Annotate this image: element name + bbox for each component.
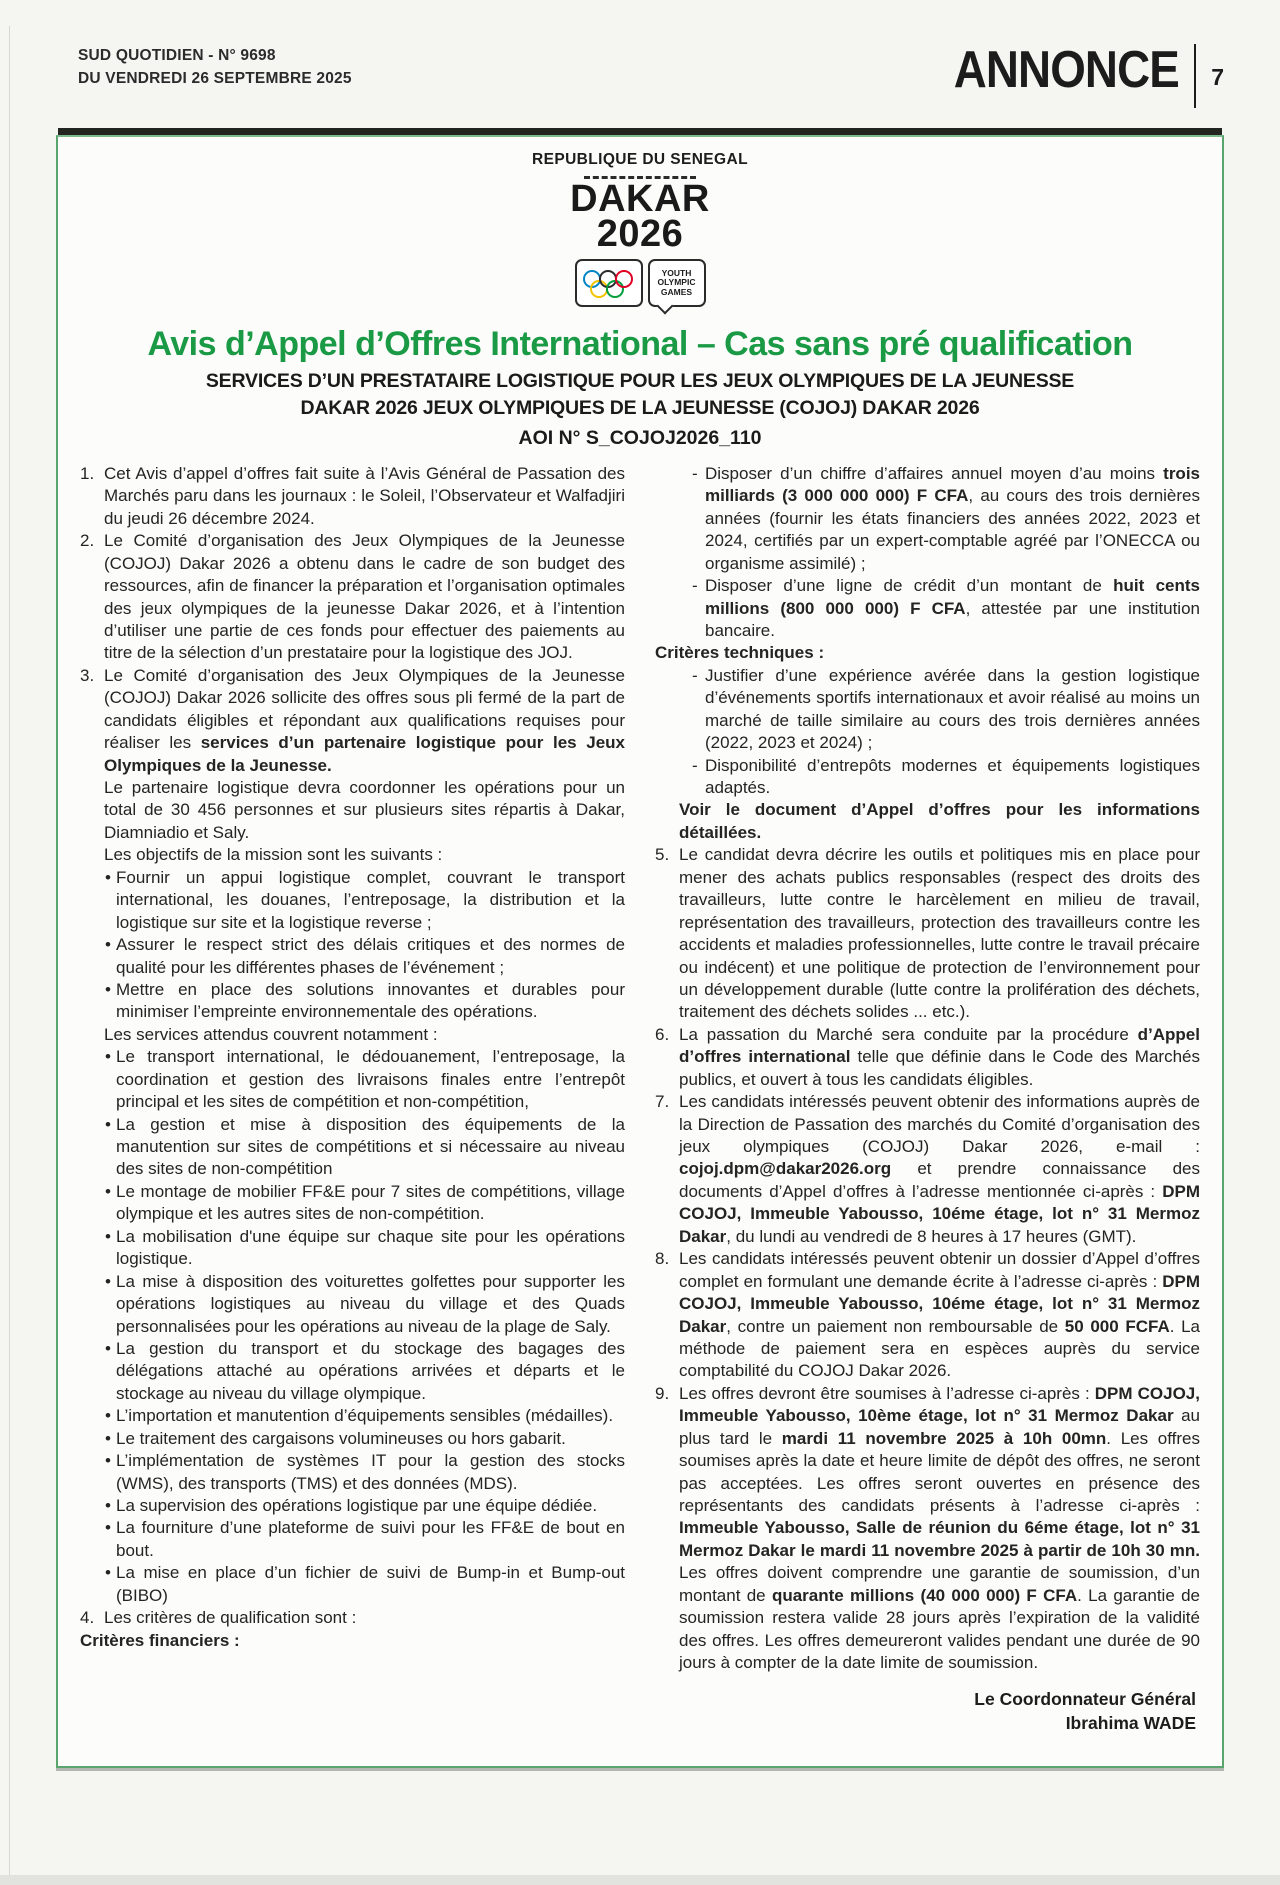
list-marker: - — [692, 755, 698, 775]
bold-text-segment: 50 000 FCFA — [1064, 1316, 1170, 1336]
notice-subtitle-2: DAKAR 2026 JEUX OLYMPIQUES DE LA JEUNESSE (COJOJ) DAKAR 2026 — [300, 396, 980, 419]
list-marker: • — [105, 1518, 111, 1538]
text-segment: Le montage de mobilier FF&E pour 7 sites de compétitions, village olympique et les autres sites de non-compétition. — [116, 1181, 625, 1224]
paragraph — [80, 844, 625, 866]
bullet-item — [80, 1405, 625, 1427]
text-segment: Le traitement des cargaisons volumineuses ou hors gabarit. — [116, 1428, 566, 1448]
list-marker: • — [105, 867, 111, 887]
bullet-item — [80, 979, 625, 1024]
bold-text-segment: trois milliards (3 000 000 000) F CFA — [705, 463, 1200, 506]
list-marker: • — [105, 1338, 111, 1358]
bullet-item — [80, 1450, 625, 1495]
bold-text-segment: Voir le document d’Appel d’offres pour les informations détaillées. — [679, 800, 1200, 842]
paragraph — [80, 1024, 625, 1046]
dash-item — [655, 665, 1200, 755]
bold-text-segment: services d’un partenaire logistique pour les Jeux Olympiques de la Jeunesse. — [104, 733, 625, 775]
numbered-item — [80, 530, 625, 665]
text-segment: L’implémentation de systèmes IT pour la gestion des stocks (WMS), des transports (TMS) et des données (MDS). — [116, 1451, 625, 1493]
bold-text-segment: d’Appel d’offres international — [679, 1024, 1200, 1067]
list-marker: 5. — [655, 845, 670, 865]
column-heading — [80, 1630, 625, 1652]
bullet-item — [80, 1046, 625, 1113]
bold-text-segment: mardi 11 novembre 2025 à 10h 00mn — [781, 1428, 1107, 1448]
dash-item — [655, 463, 1200, 575]
bold-text-segment: Critères techniques : — [655, 643, 825, 663]
youth-line: GAMES — [660, 286, 693, 297]
list-marker: • — [105, 1271, 111, 1291]
list-marker: • — [105, 1181, 111, 1201]
signature-block — [80, 1687, 1200, 1736]
youth-line: YOUTH — [661, 267, 692, 278]
text-segment: , contre un paiement non remboursable de — [726, 1316, 1065, 1336]
numbered-item — [655, 1024, 1200, 1091]
text-segment: Fournir un appui logistique complet, couvrant le transport international, les douanes, l’entreposage, la distribution et la logistique sur site et la logistique reverse ; — [116, 867, 625, 932]
bullet-item — [80, 1114, 625, 1181]
bold-text-segment: huit cents millions (800 000 000) F CFA — [705, 576, 1200, 618]
numbered-item — [655, 1091, 1200, 1248]
signature-name: Ibrahima WADE — [1065, 1713, 1196, 1734]
signature-title: Le Coordonnateur Général — [974, 1688, 1196, 1709]
list-marker: • — [105, 1496, 111, 1516]
list-marker: • — [105, 1406, 111, 1426]
text-segment: , du lundi au vendredi de 8 heures à 17 heures (GMT). — [726, 1226, 1137, 1246]
text-segment: au plus tard le — [679, 1406, 1200, 1448]
text-segment: Les objectifs de la mission sont les suivants : — [104, 845, 443, 865]
list-marker: 4. — [80, 1608, 95, 1628]
text-segment: . La méthode de paiement sera en espèces auprès du service comptabilité du COJOJ Dakar 2026. — [679, 1316, 1201, 1381]
olympic-rings-icon — [575, 259, 643, 307]
bullet-item — [80, 934, 625, 979]
bold-text-segment: DPM COJOJ, Immeuble Yabousso, 10ème étage, lot n° 31 Mermoz Dakar — [679, 1383, 1200, 1426]
text-segment: Les services attendus couvrent notamment : — [104, 1024, 438, 1044]
notice-title: Avis d’Appel d’Offres International – Cas sans pré qualification — [147, 324, 1133, 363]
numbered-item — [80, 463, 625, 530]
youth-olympic-games-badge — [648, 259, 706, 307]
list-marker: 3. — [80, 665, 95, 685]
text-segment: Assurer le respect strict des délais critiques et des normes de qualité pour les différentes phases de l’événement ; — [116, 935, 625, 977]
numbered-item — [655, 1383, 1200, 1675]
text-segment: Le candidat devra décrire les outils et politiques mis en place pour mener des achats publics responsables (respect des droits des travailleurs, lutte contre le harcèlement en milieu de travail, représentation des travailleurs, protection des travailleurs contre les accidents et maladies professionnelles, lutte contre le travail précaire ou indécent) et une politique de protection de l’environnement pour un développement durable (lutte contre la prolifération des déchets, traitement des déchets solides ... etc.). — [679, 845, 1200, 1022]
bullet-item — [80, 1428, 625, 1450]
newspaper-header — [0, 0, 1280, 108]
list-marker: • — [105, 1451, 111, 1471]
text-segment: Les offres devront être soumises à l’adresse ci-après : — [679, 1383, 1095, 1403]
tender-notice-box — [56, 135, 1224, 1768]
bold-paragraph — [655, 799, 1200, 844]
bullet-item — [80, 1562, 625, 1607]
text-segment: Cet Avis d’appel d’offres fait suite à l’Avis Général de Passation des Marchés paru dans les journaux : le Soleil, l’Observateur et Walfadjiri du jeudi 26 décembre 2024. — [104, 463, 625, 528]
notice-reference: AOI N° S_COJOJ2026_110 — [518, 426, 762, 449]
list-marker: 2. — [80, 531, 95, 551]
dash-item — [655, 575, 1200, 642]
page-bottom-strip — [0, 1875, 1280, 1885]
numbered-item — [655, 844, 1200, 1024]
text-segment: La mise en place d’un fichier de suivi de Bump-in et Bump-out (BIBO) — [116, 1563, 625, 1605]
list-marker: - — [692, 576, 698, 596]
bold-text-segment: DPM COJOJ, Immeuble Yabousso, 10éme étage, lot n° 31 Mermoz Dakar — [679, 1181, 1200, 1246]
bullet-item — [80, 867, 625, 934]
list-marker: 1. — [80, 463, 95, 483]
text-segment: La fourniture d’une plateforme de suivi pour les FF&E de bout en bout. — [116, 1518, 625, 1560]
bullet-item — [80, 1338, 625, 1405]
dash-item — [655, 755, 1200, 800]
list-marker: 6. — [655, 1024, 670, 1044]
text-segment: La mise à disposition des voiturettes golfettes pour supporter les opérations logistiques au niveau du village et des Quads personnalisées pour les opérations au niveau de la plage de Saly. — [116, 1271, 625, 1336]
list-marker: • — [105, 1563, 111, 1583]
olympic-ring-red — [615, 270, 633, 288]
list-marker: • — [105, 1047, 111, 1067]
list-marker: - — [692, 665, 698, 685]
bold-text-segment: DPM COJOJ, Immeuble Yabousso, 10éme étage, lot n° 31 Mermoz Dakar — [679, 1271, 1200, 1336]
text-segment: Disposer d’une ligne de crédit d’un montant de — [705, 576, 1114, 596]
page-number: 7 — [1211, 64, 1224, 90]
numbered-item — [655, 1248, 1200, 1383]
notice-subtitle-1: SERVICES D’UN PRESTATAIRE LOGISTIQUE POUR LES JEUX OLYMPIQUES DE LA JEUNESSE — [205, 369, 1075, 392]
list-marker: • — [105, 1226, 111, 1246]
list-marker: • — [105, 935, 111, 955]
masthead-info — [78, 44, 352, 91]
left-column — [80, 463, 625, 1675]
text-segment: Les offres doivent comprendre une garantie de soumission, d’un montant de — [679, 1563, 1200, 1605]
bullet-item — [80, 1226, 625, 1271]
bullet-item — [80, 1495, 625, 1517]
numbered-item — [80, 1607, 625, 1629]
text-segment: Disposer d’un chiffre d’affaires annuel moyen d’au moins — [705, 463, 1164, 483]
text-segment: , au cours des trois dernières années (fournir les états financiers des années 2022, 2023 et 2024, certifiés par un expert-comptable agréé par l’ONECCA ou organisme assimilé) ; — [705, 486, 1200, 573]
republic-heading: REPUBLIQUE DU SENEGAL — [532, 151, 748, 168]
dakar2026-logo-year: 2026 — [596, 212, 684, 255]
text-segment: Justifier d’une expérience avérée dans la gestion logistique d’événements sportifs internationaux et avoir réalisé au moins un marché de taille similaire au cours des trois dernières années (2022, 2023 et 2024) ; — [705, 665, 1200, 753]
bullet-item — [80, 1181, 625, 1226]
notice-body — [80, 463, 1200, 1675]
masthead-date: DU VENDREDI 26 SEPTEMBRE 2025 — [78, 70, 352, 88]
text-segment: Les candidats intéressés peuvent obtenir des informations auprès de la Direction de Passation des marchés du Comité d’organisation des jeux olympiques (COJOJ) Dakar 2026, e-mail : — [679, 1092, 1200, 1157]
text-segment: Le Comité d’organisation des Jeux Olympiques de la Jeunesse (COJOJ) Dakar 2026 a obtenu dans le cadre de son budget des ressources, afin de financer la préparation et l’organisation optimales des jeux olympiques de la jeunesse Dakar 2026, et à l’intention d’utiliser une partie de ces fonds pour effectuer des paiements au titre de la sélection d’un prestataire pour la logistique des JOJ. — [104, 531, 625, 663]
text-segment: . Les offres soumises après la date et heure limite de dépôt des offres, ne seront pas acceptées. Les offres seront ouvertes en présence des représentants des candidats présents à l’adresse ci-après : — [679, 1428, 1200, 1516]
text-segment: telle que définie dans le Code des Marchés publics, et ouvert à tous les candidats éligibles. — [679, 1047, 1200, 1089]
list-marker: • — [105, 1114, 111, 1134]
youth-line: OLYMPIC — [657, 277, 696, 288]
text-segment: La mobilisation d'une équipe sur chaque site pour les opérations logistique. — [116, 1226, 625, 1269]
bullet-item — [80, 1271, 625, 1338]
text-segment: Les critères de qualification sont : — [104, 1608, 357, 1628]
text-segment: La supervision des opérations logistique par une équipe dédiée. — [116, 1496, 598, 1516]
bold-text-segment: Critères financiers : — [80, 1630, 240, 1650]
list-marker: - — [692, 463, 698, 483]
list-marker: 7. — [655, 1092, 670, 1112]
text-segment: Le transport international, le dédouanement, l’entreposage, la coordination et gestion des livraisons finales entre l’entrepôt principal et les sites de compétition et non-compétition, — [116, 1047, 625, 1112]
list-marker: 8. — [655, 1249, 670, 1269]
dakar2026-logo-city: DAKAR — [570, 178, 710, 220]
section-header — [923, 41, 1224, 108]
list-marker: • — [105, 1428, 111, 1448]
paragraph — [80, 777, 625, 844]
bullet-item — [80, 1517, 625, 1562]
bold-text-segment: quarante millions (40 000 000) F CFA — [771, 1585, 1078, 1605]
text-segment: . La garantie de soumission restera valide 28 jours après l’expiration de la validité des offres. Les offres demeureront valides pendant une durée de 90 jours à compter de la date limite de soumission. — [679, 1585, 1200, 1673]
scan-edge-line — [9, 26, 10, 1885]
text-segment: La gestion et mise à disposition des équipements de la manutention sur sites de compétitions et si nécessaire au niveau des sites de non-compétition — [116, 1114, 625, 1179]
text-segment: Mettre en place des solutions innovantes et durables pour minimiser l’empreinte environnementale des opérations. — [116, 979, 625, 1022]
right-column — [655, 463, 1200, 1675]
text-segment: et prendre connaissance des documents d’Appel d’offres à l’adresse mentionnée ci-après : — [679, 1159, 1200, 1201]
list-marker: 9. — [655, 1383, 670, 1403]
text-segment: L’importation et manutention d’équipements sensibles (médailles). — [116, 1406, 614, 1426]
column-heading — [655, 642, 1200, 664]
text-segment: Le partenaire logistique devra coordonner les opérations pour un total de 30 456 personnes et sur plusieurs sites répartis à Dakar, Diamniadio et Saly. — [104, 778, 625, 842]
text-segment: , attestée par une institution bancaire. — [705, 598, 1200, 640]
header-divider — [1194, 44, 1196, 108]
text-segment: La passation du Marché sera conduite par la procédure — [679, 1024, 1138, 1044]
list-marker: • — [105, 979, 111, 999]
text-segment: Le Comité d’organisation des Jeux Olympiques de la Jeunesse (COJOJ) Dakar 2026 sollicite des offres sous pli fermé de la part de candidats éligibles et répondant aux qualifications requises pour réaliser les — [104, 665, 625, 753]
text-segment: Disponibilité d’entrepôts modernes et équipements logistiques adaptés. — [705, 755, 1200, 798]
dakar2026-logo-bubbles — [80, 259, 1200, 315]
bold-text-segment: Immeuble Yabousso, Salle de réunion du 6éme étage, lot n° 31 Mermoz Dakar le mardi 11 novembre 2025 à partir de 10h 30 mn. — [679, 1518, 1200, 1560]
top-separator-bar — [58, 128, 1222, 135]
section-label: ANNONCE — [954, 41, 1180, 99]
text-segment: La gestion du transport et du stockage des bagages des délégations attaché au opérations arrivées et départs et le stockage au niveau du village olympique. — [116, 1338, 625, 1403]
bold-text-segment: cojoj.dpm@dakar2026.org — [679, 1159, 892, 1179]
masthead-issue: SUD QUOTIDIEN - N° 9698 — [78, 47, 276, 64]
numbered-item — [80, 665, 625, 777]
text-segment: Les candidats intéressés peuvent obtenir un dossier d’Appel d’offres complet en formulant une demande écrite à l’adresse ci-après : — [679, 1249, 1200, 1291]
